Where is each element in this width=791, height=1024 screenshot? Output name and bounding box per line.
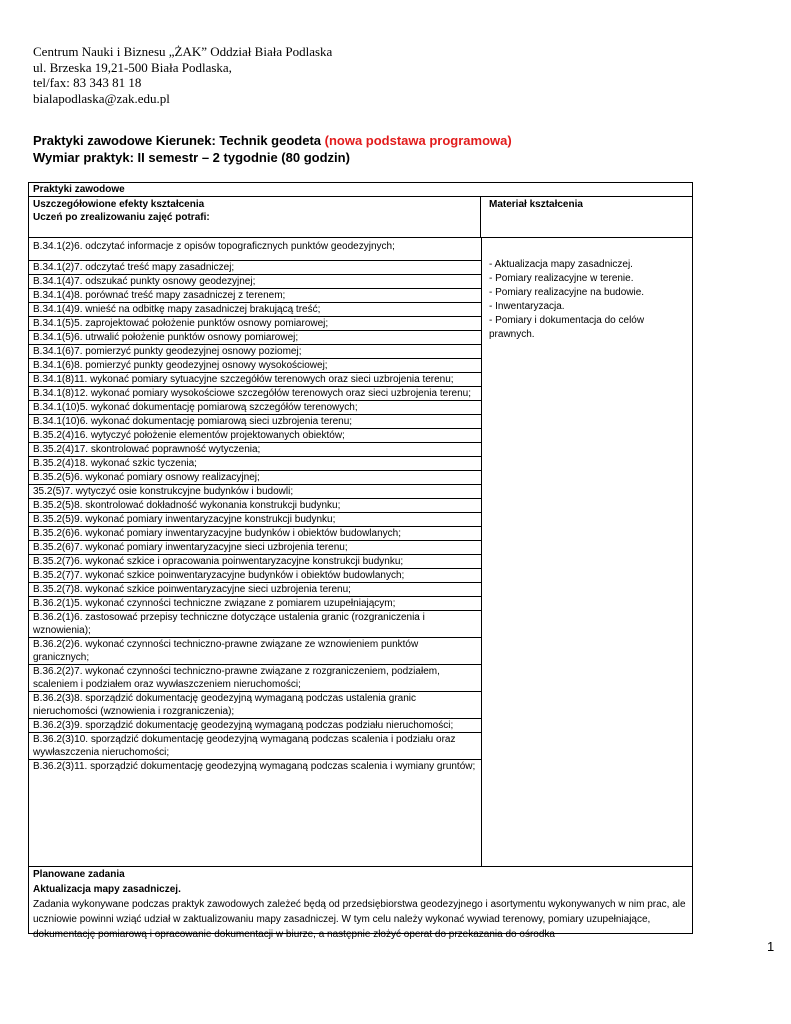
materials-header: Materiał kształcenia — [481, 197, 692, 238]
effects-header — [29, 197, 481, 238]
table-row: B.34.1(8)11. wykonać pomiary sytuacyjne szczegółów terenowych oraz sieci uzbrojenia terenu; — [29, 373, 481, 387]
effects-header-line-1: Uszczegółowione efekty kształcenia — [33, 199, 205, 210]
planned-tasks — [29, 866, 692, 940]
page-number: 1 — [767, 939, 775, 954]
phone: tel/fax: 83 343 81 18 — [33, 75, 142, 91]
table-row: B.36.2(2)7. wykonać czynności techniczno-prawne związane z rozgraniczeniem, podziałem, scaleniem i podziałem oraz wywłaszczeniem nieruchomości; — [29, 665, 481, 692]
planned-tasks-title: Planowane zadania — [33, 869, 125, 880]
title-line-1 — [33, 132, 512, 149]
table-title: Praktyki zawodowe — [29, 183, 692, 197]
material-item: - Pomiary i dokumentacja do celów — [489, 315, 645, 326]
table-row: B.34.1(6)7. pomierzyć punkty geodezyjnej osnowy poziomej; — [29, 345, 481, 359]
material-item: - Pomiary realizacyjne w terenie. — [489, 273, 634, 284]
table-row: B.35.2(5)8. skontrolować dokładność wykonania konstrukcji budynku; — [29, 499, 481, 513]
materials-list — [481, 238, 692, 866]
table-row: B.35.2(7)8. wykonać szkice poinwentaryzacyjne sieci uzbrojenia terenu; — [29, 583, 481, 597]
table-row: B.34.1(5)5. zaprojektować położenie punktów osnowy pomiarowej; — [29, 317, 481, 331]
table-row: B.34.1(10)5. wykonać dokumentację pomiarową szczegółów terenowych; — [29, 401, 481, 415]
table-row: B.35.2(7)7. wykonać szkice poinwentaryzacyjne budynków i obiektów budowlanych; — [29, 569, 481, 583]
material-item: - Pomiary realizacyjne na budowie. — [489, 287, 645, 298]
table-row: B.34.1(4)7. odszukać punkty osnowy geodezyjnej; — [29, 275, 481, 289]
table-row: B.34.1(6)8. pomierzyć punkty geodezyjnej osnowy wysokościowej; — [29, 359, 481, 373]
effects-header-line-2: Uczeń po zrealizowaniu zajęć potrafi: — [33, 212, 210, 223]
practice-table — [28, 182, 693, 940]
organization-name: Centrum Nauki i Biznesu „ŻAK” Oddział Biała Podlaska — [33, 44, 333, 59]
title-line-2: Wymiar praktyk: II semestr – 2 tygodnie (80 godzin) — [33, 150, 350, 165]
table-row: B.36.2(3)10. sporządzić dokumentację geodezyjną wymaganą podczas scalenia i podziału oraz wywłaszczenia nieruchomości; — [29, 733, 481, 760]
table-row: B.36.2(1)5. wykonać czynności techniczne związane z pomiarem uzupełniającym; — [29, 597, 481, 611]
table-row: B.35.2(5)6. wykonać pomiary osnowy realizacyjnej; — [29, 471, 481, 485]
table-row: B.35.2(6)7. wykonać pomiary inwentaryzacyjne sieci uzbrojenia terenu; — [29, 541, 481, 555]
table-row: B.35.2(4)18. wykonać szkic tyczenia; — [29, 457, 481, 471]
planned-tasks-subtitle: Aktualizacja mapy zasadniczej. — [33, 884, 181, 895]
material-item: prawnych. — [489, 329, 535, 340]
table-row: B.35.2(4)16. wytyczyć położenie elementów projektowanych obiektów; — [29, 429, 481, 443]
table-row: B.34.1(4)9. wnieść na odbitkę mapy zasadniczej brakującą treść; — [29, 303, 481, 317]
material-item: - Aktualizacja mapy zasadniczej. — [489, 259, 633, 270]
title-highlight: (nowa podstawa programowa) — [324, 133, 512, 148]
planned-tasks-text: Zadania wykonywane podczas praktyk zawodowych zależeć będą od przedsiębiorstwa geodezyjnego i asortymentu wykonywanych w nim prac, ale uczniowie powinni wziąć udział w zaktualizowaniu mapy zasadniczej. W tym celu należy wykonać wywiad terenowy, pomiary uzupełniające, dokumentację pomiarową i opracowanie dokumentacji w biurze, a następnie złożyć operat do przekazania do ośrodka — [33, 899, 686, 940]
table-row: B.34.1(4)8. porównać treść mapy zasadniczej z terenem; — [29, 289, 481, 303]
table-row: B.34.1(10)6. wykonać dokumentację pomiarową sieci uzbrojenia terenu; — [29, 415, 481, 429]
effects-list — [29, 238, 482, 866]
email: bialapodlaska@zak.edu.pl — [33, 90, 170, 106]
table-row: B.36.2(3)11. sporządzić dokumentację geodezyjną wymaganą podczas scalenia i wymiany gruntów; — [33, 761, 476, 772]
table-row: B.36.2(1)6. zastosować przepisy techniczne dotyczące ustalenia granic (rozgraniczenia i wznowienia); — [29, 611, 481, 638]
title-main: Praktyki zawodowe Kierunek: Technik geodeta — [33, 133, 325, 148]
table-row: B.35.2(4)17. skontrolować poprawność wytyczenia; — [29, 443, 481, 457]
table-row: B.36.2(2)6. wykonać czynności techniczno-prawne związane ze wznowieniem punktów granicznych; — [29, 638, 481, 665]
table-row: B.36.2(3)8. sporządzić dokumentację geodezyjną wymaganą podczas ustalenia granic nieruchomości (wznowienia i rozgraniczenia); — [29, 692, 481, 719]
table-row: B.34.1(8)12. wykonać pomiary wysokościowe szczegółów terenowych oraz sieci uzbrojenia terenu; — [29, 387, 481, 401]
material-item: - Inwentaryzacja. — [489, 301, 565, 312]
document-title — [33, 132, 512, 166]
table-row: B.35.2(5)9. wykonać pomiary inwentaryzacyjne konstrukcji budynku; — [29, 513, 481, 527]
table-row: B.34.1(2)7. odczytać treść mapy zasadniczej; — [29, 261, 481, 275]
table-row: B.35.2(7)6. wykonać szkice i opracowania poinwentaryzacyjne konstrukcji budynku; — [29, 555, 481, 569]
table-row: B.36.2(3)9. sporządzić dokumentację geodezyjną wymaganą podczas podziału nieruchomości; — [29, 719, 481, 733]
table-row: B.35.2(6)6. wykonać pomiary inwentaryzacyjne budynków i obiektów budowlanych; — [29, 527, 481, 541]
letterhead — [33, 44, 332, 106]
address: ul. Brzeska 19,21-500 Biała Podlaska, — [33, 59, 232, 75]
table-row: 35.2(5)7. wytyczyć osie konstrukcyjne budynków i budowli; — [29, 485, 481, 499]
table-row: B.34.1(2)6. odczytać informacje z opisów topograficznych punktów geodezyjnych; — [29, 238, 481, 261]
table-row: B.34.1(5)6. utrwalić położenie punktów osnowy pomiarowej; — [29, 331, 481, 345]
